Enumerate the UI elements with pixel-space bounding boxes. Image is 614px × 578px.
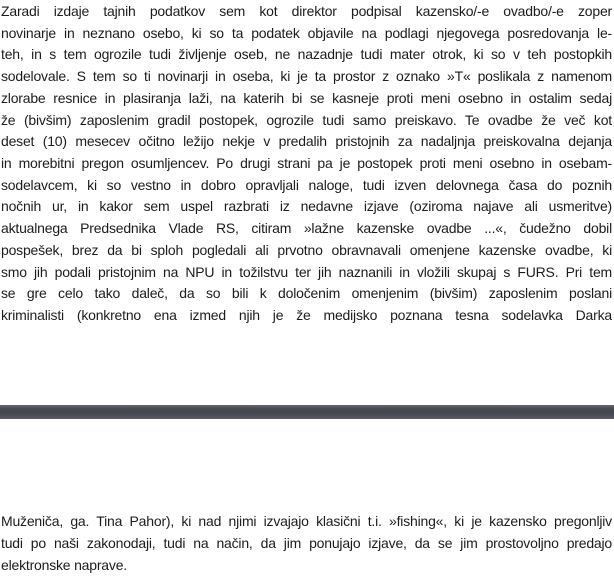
paragraph-bottom <box>1 510 612 576</box>
text-line: se gre celo tako daleč, da so bili k določenim omenjenim (bivšim) zaposlenim poslani <box>1 285 612 302</box>
text-line: kriminalisti (konkretno ena izmed njih je že medijsko poznana tesna sodelavka Darka <box>1 307 612 324</box>
text-line: Zaradi izdaje tajnih podatkov sem kot direktor podpisal kazensko/-e ovadbo/-e zoper <box>1 3 612 19</box>
text-line: pospešek, brez da bi sploh pogledali ali prvotno obravnavali omenjene kazenske ovadbe, ki <box>1 241 612 258</box>
text-line: sodelovale. S tem so ti novinarji in oseba, ki je ta prostor z oznako »T« poslikala z namenom <box>1 68 612 85</box>
text-line: novinarje in neznano osebo, ki so ta podatek objavile na podlagi njegovega posredovanja le- <box>1 24 612 41</box>
page-divider-bar <box>0 405 614 419</box>
text-line: teh, in s tem ogrozile tudi življenje oseb, ne nazadnje tudi mater otrok, ki so v teh postopkih <box>1 46 612 63</box>
text-line: deset (10) mesecev očitno ležijo nekje v predalih pristojnih za nadaljnja preiskovalna dejanja <box>1 133 612 150</box>
text-line: smo jih podali pristojnim na NPU in tožilstvu ter jih naznanili in vložili skupaj s FURS. Pri tem <box>1 263 612 280</box>
text-line: Muženiča, ga. Tina Pahor), ki nad njimi izvajajo klasični t.i. »fishing«, ki je kazensko pregonljiv <box>1 513 612 529</box>
text-line: nočnih ur, in kakor sem uspel razbrati iz nedavne izjave (oziroma najave ali usmeritve) <box>1 198 612 215</box>
text-line: in morebitni pregon osumljencev. Po drugi strani pa je postopek proti meni osebno in osebam- <box>1 155 612 172</box>
text-line: že (bivšim) zaposlenim gradil postopek, ogrozile tudi samo preiskavo. Te ovadbe že več kot <box>1 111 612 128</box>
text-line: aktualnega Predsednika Vlade RS, citiram »lažne kazenske ovadbe ...«, čudežno dobil <box>1 220 612 237</box>
text-line: zlorabe resnice in plasiranja laži, na katerih bi se kasneje proti meni osebno in ostalim sedaj <box>1 89 612 106</box>
text-line: sodelavcem, ki so vestno in dobro opravljali naloge, tudi izven delovnega časa do poznih <box>1 176 612 193</box>
paragraph-top <box>1 1 612 327</box>
text-line: elektronske naprave. <box>1 557 127 573</box>
text-line: tudi po naši zakonodaji, tudi na način, da jim ponujajo izjave, da se jim prostovoljno predajo <box>1 535 612 551</box>
